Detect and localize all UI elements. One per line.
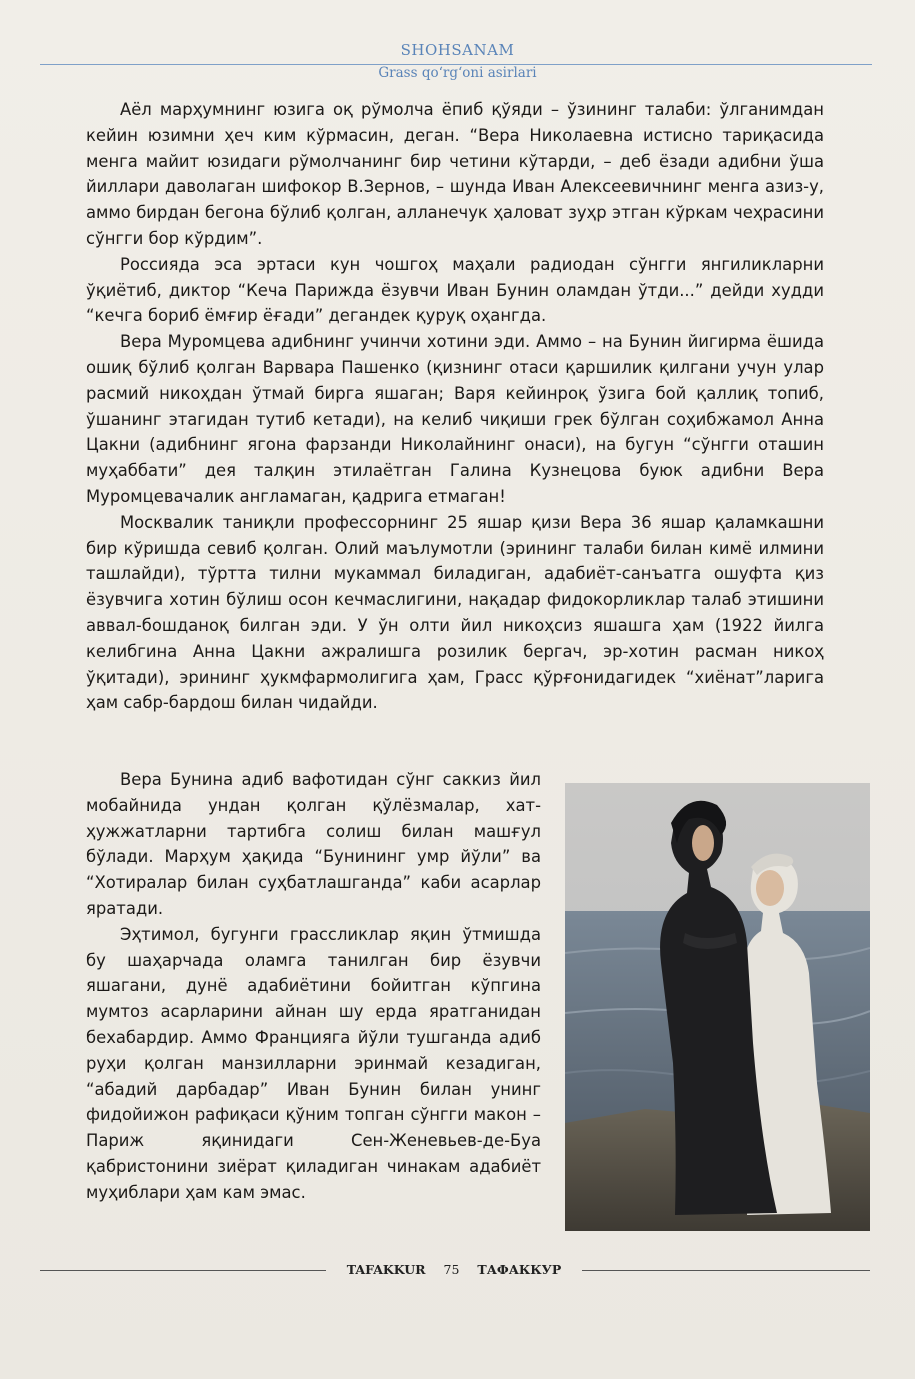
footer-rule-left (40, 1270, 326, 1271)
page-footer (330, 1262, 578, 1277)
article-body (86, 97, 824, 716)
paragraph: Эҳтимол, бугунги грассликлар яқин ўтмишда бу шаҳарчада оламга танилган бир ёзувчи яшагани, дунё адабиётини бойитган кўпгина мумтоз асарларини айнан шу ерда яратганидан бехабардир. Аммо Францияга йўли тушганда адиб руҳи қолган манзилларни эринмай кезадиган, “абадий дарбадар” Иван Бунин билан унинг фидойижон рафиқаси қўним топган сўнгги макон – Париж яқинидаги Сен-Женевьев-де-Буа қабристонини зиёрат қиладиган чинакам адабиёт муҳиблари ҳам кам эмас. (86, 924, 541, 1202)
running-header-author: SHOHSANAM (400, 41, 515, 59)
page-number: 75 (443, 1262, 460, 1277)
article-body-wrapped (86, 767, 541, 1206)
footer-title-latin: TAFAKKUR (346, 1262, 426, 1277)
paragraph: Вера Муромцева адибнинг учинчи хотини эди. Аммо – на Бунин йигирма ёшида ошиқ бўлиб қолган Варвара Пашенко (қизнинг отаси қаршилик қилгани учун улар расмий никоҳдан ўтмай бирга яшаган; Варя кейинроқ ўзига бой қаллиқ топиб, ўшанинг этагидан тутиб кетади), на келиб чиқиши грек бўлган соҳибжамол Анна Цакни (адибнинг ягона фарзанди Николайнинг онаси), на бугун “сўнгги оташин муҳаббати” дея талқин этилаётган Галина Кузнецова буюк адибни Вера Муромцевачалик англамаган, қадрига етмаган! (86, 332, 824, 506)
paragraph: Аёл марҳумнинг юзига оқ рўмолча ёпиб қўяди – ўзининг талаби: ўлганимдан кейин юзимни ҳеч ким кўрмасин, деган. “Вера Николаевна истисно тариқасида менга майит юзидаги рўмолчанинг бир четини кўтарди, – деб ёзади адибни ўша йиллари даволаган шифокор В.Зернов, – шунда Иван Алексеевичнинг менга азиз-у, аммо бирдан бегона бўлиб қолган, алланечук ҳаловат зуҳр этган кўркам чеҳрасини сўнгги бор кўрдим”. (86, 100, 824, 248)
footer-rule-right (582, 1270, 870, 1271)
paragraph: Вера Бунина адиб вафотидан сўнг саккиз йил мобайнида ундан қолган қўлёзмалар, хат-ҳужжатларни тартибга солиш билан машғул бўлади. Марҳум ҳақида “Бунининг умр йўли” ва “Хотиралар билан суҳбатлашганда” каби асарлар яратади. (86, 770, 541, 918)
running-header-title: Grass qo‘rg‘oni asirlari (378, 65, 537, 81)
photo-two-women-by-sea (565, 783, 870, 1231)
paragraph: Москвалик таниқли профессорнинг 25 яшар қизи Вера 36 яшар қаламкашни бир кўришда севиб қолган. Олий маълумотли (эрининг талаби билан кимё илмини ташлайди), тўртта тилни мукаммал биладиган, адабиёт-санъатга ошуфта қиз ёзувчига хотин бўлиш осон кечмаслигини, нақадар фидокорликлар талаб этишини аввал-бошданоқ билган эди. У ўн олти йил никоҳсиз яшашга ҳам (1922 йилга келибгина Анна Цакни ажралишга розилик бергач, эр-хотин расман никоҳ ўқитади), эрининг ҳукмфармолигига ҳам, Грасс қўрғонидагидек “хиёнат”ларига ҳам сабр-бардош билан чидайди. (86, 512, 824, 713)
paragraph: Россияда эса эртаси кун чошгоҳ маҳали радиодан сўнгги янгиликларни ўқиётиб, диктор “Кеча Парижда ёзувчи Иван Бунин оламдан ўтди...” дейди худди “кечга бориб ёмғир ёғади” дегандек қуруқ оҳангда. (86, 254, 824, 326)
footer-title-cyrillic: ТАФАККУР (477, 1262, 562, 1277)
